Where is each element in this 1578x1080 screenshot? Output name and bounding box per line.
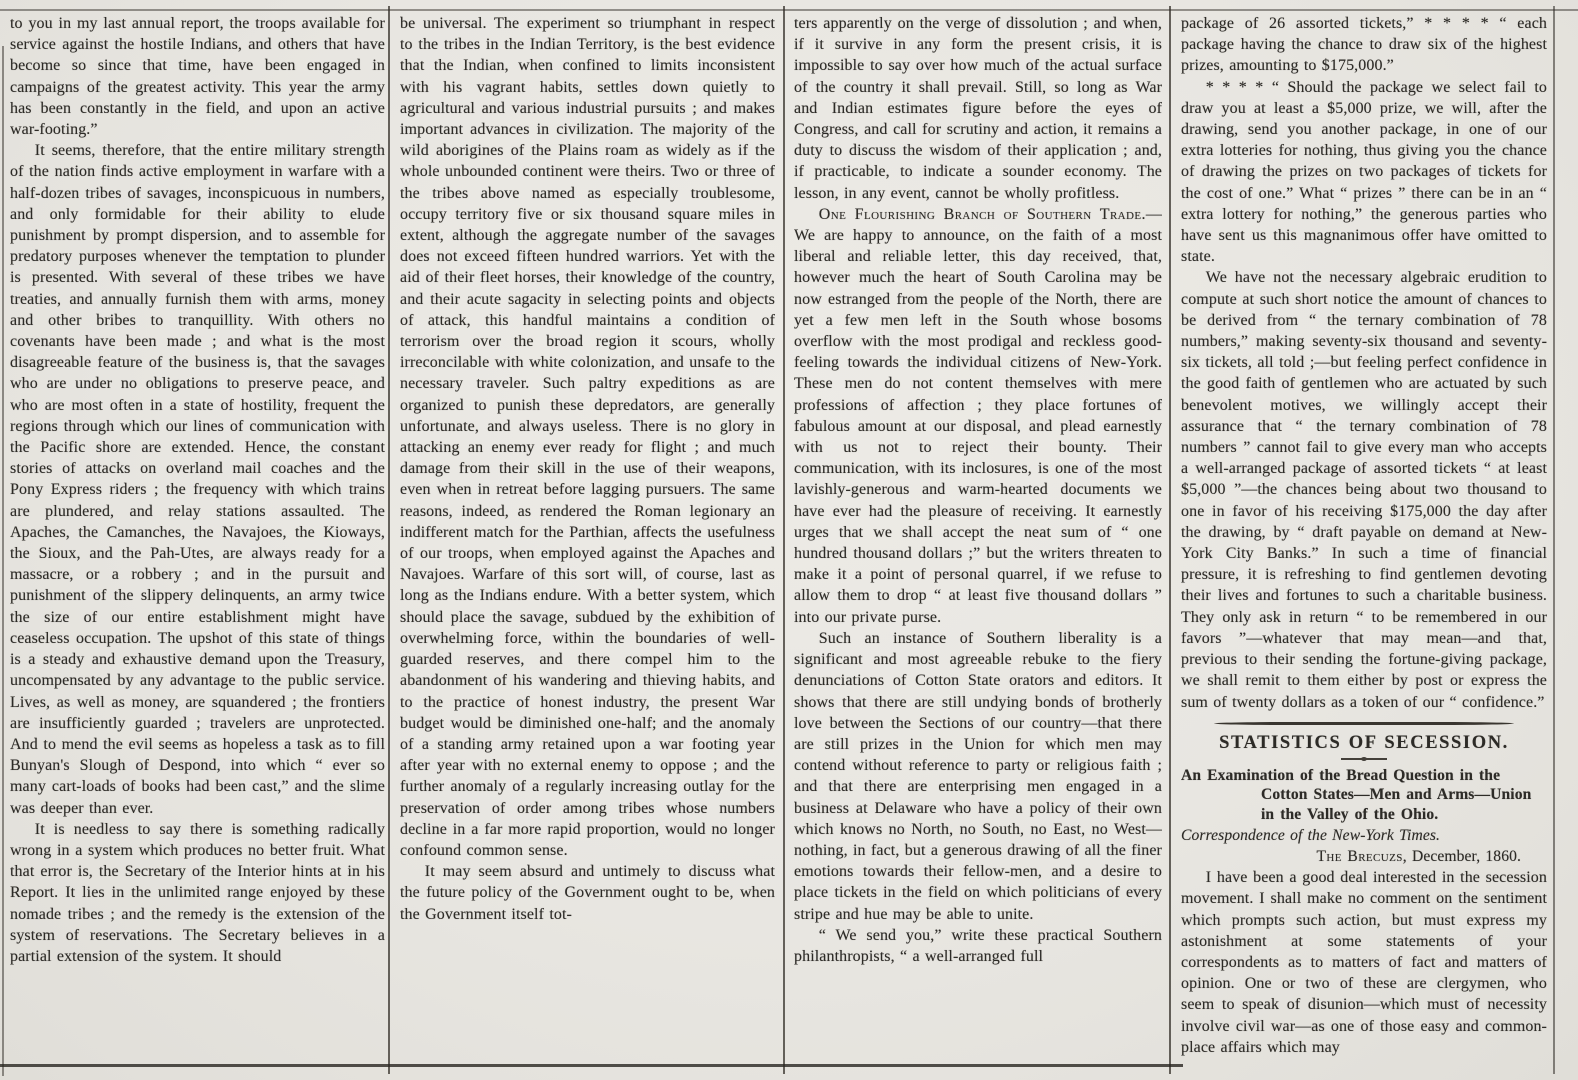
body-paragraph: It seems, therefore, that the entire military strength of the nation finds active employment in warfare with a half-dozen tribes of savages, inconspicuous in numbers, and only formidable for their ability to elude punishment by prompt dispersion, and to assemble for predatory purposes whenever the temptation to plunder is presented. With several of these tribes we have treaties, and annually furnish them with arms, money and other bribes to tranquillity. With others no covenants have been made ; and what is the most disagreeable feature of the business is, that the savages who are under no obligations to preserve peace, and who are most often in a state of hostility, frequent the regions through which our lines of communication with the Pacific shore are extended. Hence, the constant stories of attacks on overland mail coaches and the Pony Express riders ; the frequency with which trains are plundered, and relay stations assaulted. The Apaches, the Camanches, the Navajoes, the Kioways, the Sioux, and the Pah-Utes, are always ready for a massacre, or a robbery ; and in the pursuit and punishment of the slippery delinquents, an army twice the size of our entire establishment might have ceaseless occupation. The upshot of this state of things is a steady and exhaustive demand upon the Treasury, uncompensated by any advantage to the public service. Lives, as well as money, are squandered ; the frontiers are insufficiently guarded ; travelers are unprotected. And to mend the evil seems as hopeless a task as to fill Bunyan's Slough of Despond, into which “ ever so many cart-loads of books had been cast,” and the slime was deeper than ever. bbox=[10, 142, 385, 817]
body-paragraph: be universal. The experiment so triumphant in respect to the tribes in the Indian Territory, is the best evidence that the Indian, when confined to limits inconsistent with his vagrant habits, settles down quietly to agricultural and various industrial pursuits ; and makes important advances in civilization. The majority of the wild aborigines of the Plains roam as widely as if the whole unbounded continent were theirs. Two or three of the tribes above named as especially troublesome, occupy territory five or six thousand square miles in extent, although the aggregate number of the savages does not exceed fifteen hundred warriors. Yet with the aid of their fleet horses, their knowledge of the country, and their acute sagacity in selecting points and objects of attack, this handful maintains a condition of terrorism over the broad region it scours, wholly irreconcilable with white colonization, and unsafe to the necessary traveler. Such paltry expeditions as are organized to punish these depredators, are generally unfortunate, and always useless. There is no glory in attacking an enemy ever ready for flight ; and much damage from their skill in the use of their weapons, even when in retreat before lagging pursuers. The same reasons, indeed, as rendered the Roman legionary an indifferent match for the Parthian, affects the usefulness of our troops, when employed against the Apaches and Navajoes. Warfare of this sort will, of course, last as long as the Indians endure. With a better system, which should place the savage, subdued by the exhibition of overwhelming force, within the boundaries of well-guarded reserves, and there compel him to the abandonment of his wandering and thieving habits, and to the practice of honest industry, the present War budget would be diminished one-half; and the anomaly of a standing army retained upon a war footing year after year with no external enemy to oppose ; and the further anomaly of a regularly increasing outlay for the preservation of order among tribes whose numbers decline in a far more rapid proportion, would no longer confound common sense. bbox=[400, 15, 775, 859]
column-2 bbox=[400, 13, 775, 1080]
body-paragraph: * * * * “ Should the package we select fail to draw you at least a $5,000 prize, we will, after the drawing, send you another package, in one of our extra lotteries for nothing, thus giving you the chance of drawing the prizes on two packages of tickets for the cost of one.” What “ prizes ” there can be in an “ extra lottery for nothing,” the generous parties who have sent us this magnanimous offer have omitted to state. bbox=[1181, 78, 1547, 266]
paragraph-lead-smallcaps: One Flourishing Branch of Southern Trade. bbox=[818, 205, 1146, 223]
body-paragraph: Such an instance of Southern liberality is a significant and most agreeable rebuke to the fiery denunciations of Cotton State orators and editors. It shows that there are still undying bonds of brotherly love between the Sections of our country—that there are still prizes in the Union for which men may contend without reference to party or religious faith ; and that there are enterprising men engaged in a business at Delaware who have a policy of their own which knows no North, no South, no East, no West—nothing, in fact, but a generous drawing of all the finer emotions towards their fellow-men, and a desire to place tickets in the field on which politicians of every stripe and hue may be able to unite. bbox=[794, 629, 1162, 923]
right-edge-rule bbox=[1553, 6, 1555, 1074]
body-paragraph: “ We send you,” write these practical Southern philanthropists, “ a well-arranged full bbox=[794, 926, 1162, 965]
body-paragraph: It may seem absurd and untimely to discuss what the future policy of the Government ought to be, when the Government itself tot- bbox=[400, 863, 775, 923]
left-edge-rule bbox=[2, 46, 4, 1076]
column-3 bbox=[794, 13, 1162, 1080]
article-body-paragraph: I have been a good deal interested in the secession movement. I shall make no comment on the sentiment which prompts such action, but must express my astonishment at some statements of your correspondents as to matters of fact and matters of opinion. One or two of these are clergymen, who seem to speak of disunion—which must of necessity involve civil war—as one of those easy and common-place affairs which may bbox=[1181, 869, 1547, 1056]
paragraph-text: —We are happy to announce, on the faith of a most liberal and reliable letter, this day received, that, however much the heart of South Carolina may be now estranged from the people of the North, there are yet a few men left in the South whose bosoms overflow with the most prodigal and reckless good-feeling towards the individual citizens of New-York. These men do not content themselves with mere professions of affection ; they place fortunes of fabulous amount at our disposal, and plead earnestly with us not to reject their bounty. Their communication, with its inclosures, is one of the most lavishly-generous and warm-hearted documents we have ever had the pleasure of receiving. It earnestly urges that we shall accept the neat sum of “ one hundred thousand dollars ;” but the writers threaten to make it a point of personal quarrel, if we refuse to allow them to drop “ at least five thousand dollars ” into our private purse. bbox=[794, 205, 1162, 626]
article-credit-line: Correspondence of the New-York Times. bbox=[1181, 827, 1441, 845]
dateline-date: , December, 1860. bbox=[1402, 848, 1521, 866]
body-paragraph bbox=[794, 204, 1162, 628]
article-headline: STATISTICS OF SECESSION. bbox=[1219, 732, 1509, 753]
top-rule bbox=[0, 9, 1578, 11]
dateline-place: The Brecuzs bbox=[1316, 848, 1403, 866]
column-4 bbox=[1181, 13, 1547, 1080]
body-paragraph: package of 26 assorted tickets,” * * * * “ each package having the chance to draw six of the highest prizes, amounting to $175,000.” bbox=[1181, 15, 1547, 75]
headline-ornament bbox=[1341, 758, 1387, 760]
column-divider bbox=[1169, 6, 1171, 1074]
body-paragraph: It is needless to say there is something radically wrong in a system which produces no better fruit. What that error is, the Secretary of the Interior hints at in his Report. It lies in the unlimited range enjoyed by these nomade tribes ; and the remedy is the extension of the system of reservations. The Secretary believes in a partial extension of the system. It should bbox=[10, 820, 385, 965]
body-paragraph: to you in my last annual report, the troops available for service against the hostile Indians, and others that have become so since that time, have been engaged in campaigns of the greatest activity. This year the army has been constantly in the field, and upon an active war-footing.” bbox=[10, 15, 385, 139]
article-dateline bbox=[1181, 846, 1521, 867]
column-divider bbox=[783, 6, 785, 1074]
column-1 bbox=[10, 13, 385, 1080]
body-paragraph: ters apparently on the verge of dissolution ; and when, if it survive in any form the present crisis, it is impossible to say over how much of the actual surface of the country it shall prevail. Still, so long as War and Indian estimates figure before the eyes of Congress, and call for scrutiny and action, it remains a duty to discuss the wisdom of their application ; and, if practicable, to indicate a sounder economy. The lesson, in any event, cannot be wholly profitless. bbox=[794, 15, 1162, 202]
column-divider bbox=[388, 6, 390, 1074]
body-paragraph: We have not the necessary algebraic erudition to compute at such short notice the amount of chances to be derived from “ the ternary combination of 78 numbers,” making seventy-six thousand and seventy-six tickets, all told ;—but feeling perfect confidence in the good faith of gentlemen who are actuated by such benevolent motives, we willingly accept their assurance that “ the ternary combination of 78 numbers ” cannot fail to give every man who accepts a well-arranged package of assorted tickets “ at least $5,000 ”—the chances being about two thousand to one in favor of his receiving $175,000 the day after the drawing, by “ draft payable on demand at New-York City Banks.” In such a time of financial pressure, it is refreshing to find gentlemen devoting their lives and fortunes to such a charitable business. They only ask in return “ to be remembered in our favors ”—whatever that may mean—and that, previous to their sending the fortune-giving package, we shall remit to them either by post or express the sum of twenty dollars as a token of our “ confidence.” bbox=[1181, 269, 1547, 711]
article-subhead: An Examination of the Bread Question in the Cotton States—Men and Arms—Union in the Valley of the Ohio. bbox=[1181, 766, 1532, 823]
article-divider-rule bbox=[1214, 722, 1514, 725]
